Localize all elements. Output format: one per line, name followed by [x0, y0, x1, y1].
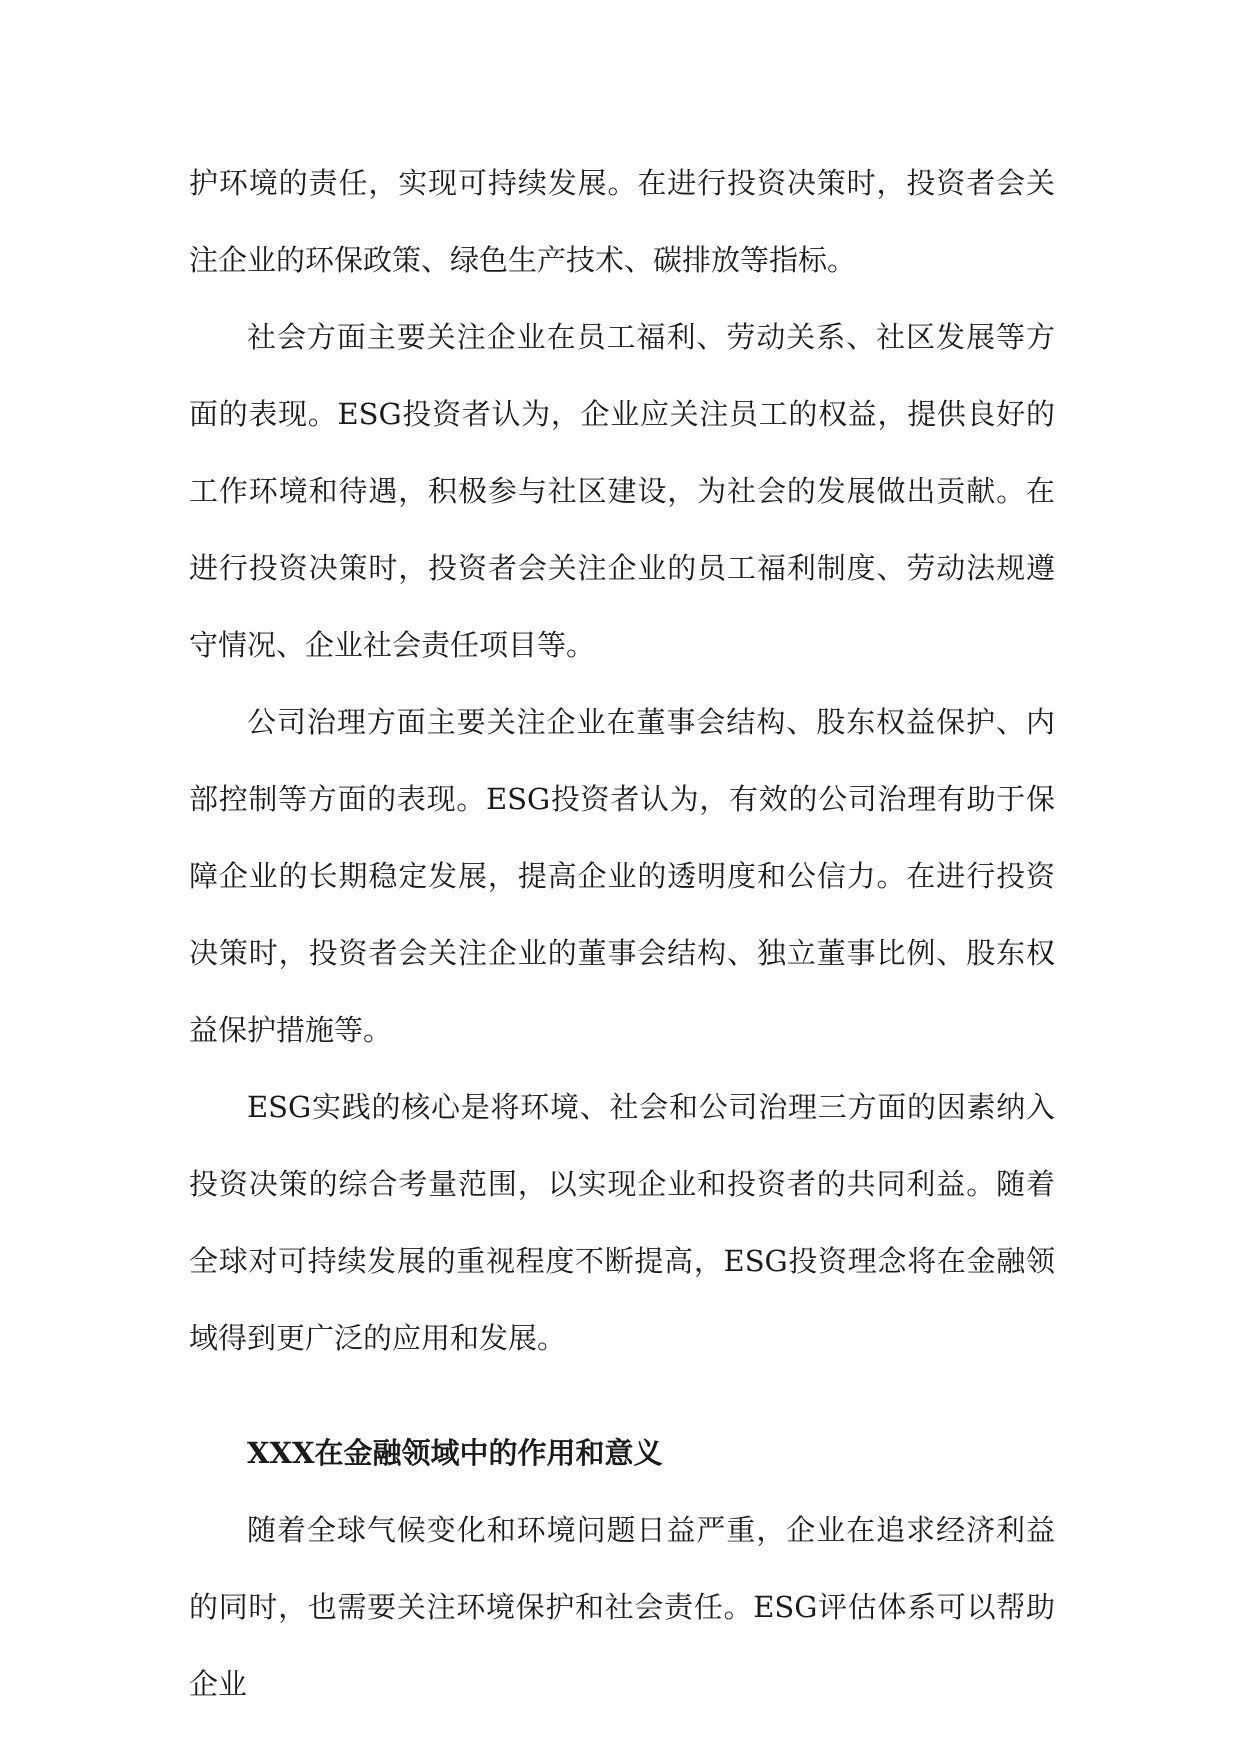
section-heading: XXX在金融领域中的作用和意义 [247, 1436, 663, 1470]
paragraph-social: 社会方面主要关注企业在员工福利、劳动关系、社区发展等方面的表现。ESG投资者认为，企业应关注员工的权益，提供良好的工作环境和待遇，积极参与社区建设，为社会的发展做出贡献。在进行投资决策时，投资者会关注企业的员工福利制度、劳动法规遵守情况、企业社会责任项目等。 [189, 320, 1055, 662]
paragraph-governance: 公司治理方面主要关注企业在董事会结构、股东权益保护、内部控制等方面的表现。ESG投资者认为，有效的公司治理有助于保障企业的长期稳定发展，提高企业的透明度和公信力。在进行投资决策时，投资者会关注企业的董事会结构、独立董事比例、股东权益保护措施等。 [189, 705, 1055, 1047]
document-body [189, 145, 1055, 1723]
paragraph-climate-intro: 随着全球气候变化和环境问题日益严重，企业在追求经济利益的同时，也需要关注环境保护和社会责任。ESG评估体系可以帮助企业 [189, 1513, 1055, 1701]
paragraph-environment-continued: 护环境的责任，实现可持续发展。在进行投资决策时，投资者会关注企业的环保政策、绿色生产技术、碳排放等指标。 [189, 166, 1055, 277]
paragraph-esg-core: ESG实践的核心是将环境、社会和公司治理三方面的因素纳入投资决策的综合考量范围，以实现企业和投资者的共同利益。随着全球对可持续发展的重视程度不断提高，ESG投资理念将在金融领域得到更广泛的应用和发展。 [189, 1090, 1055, 1355]
